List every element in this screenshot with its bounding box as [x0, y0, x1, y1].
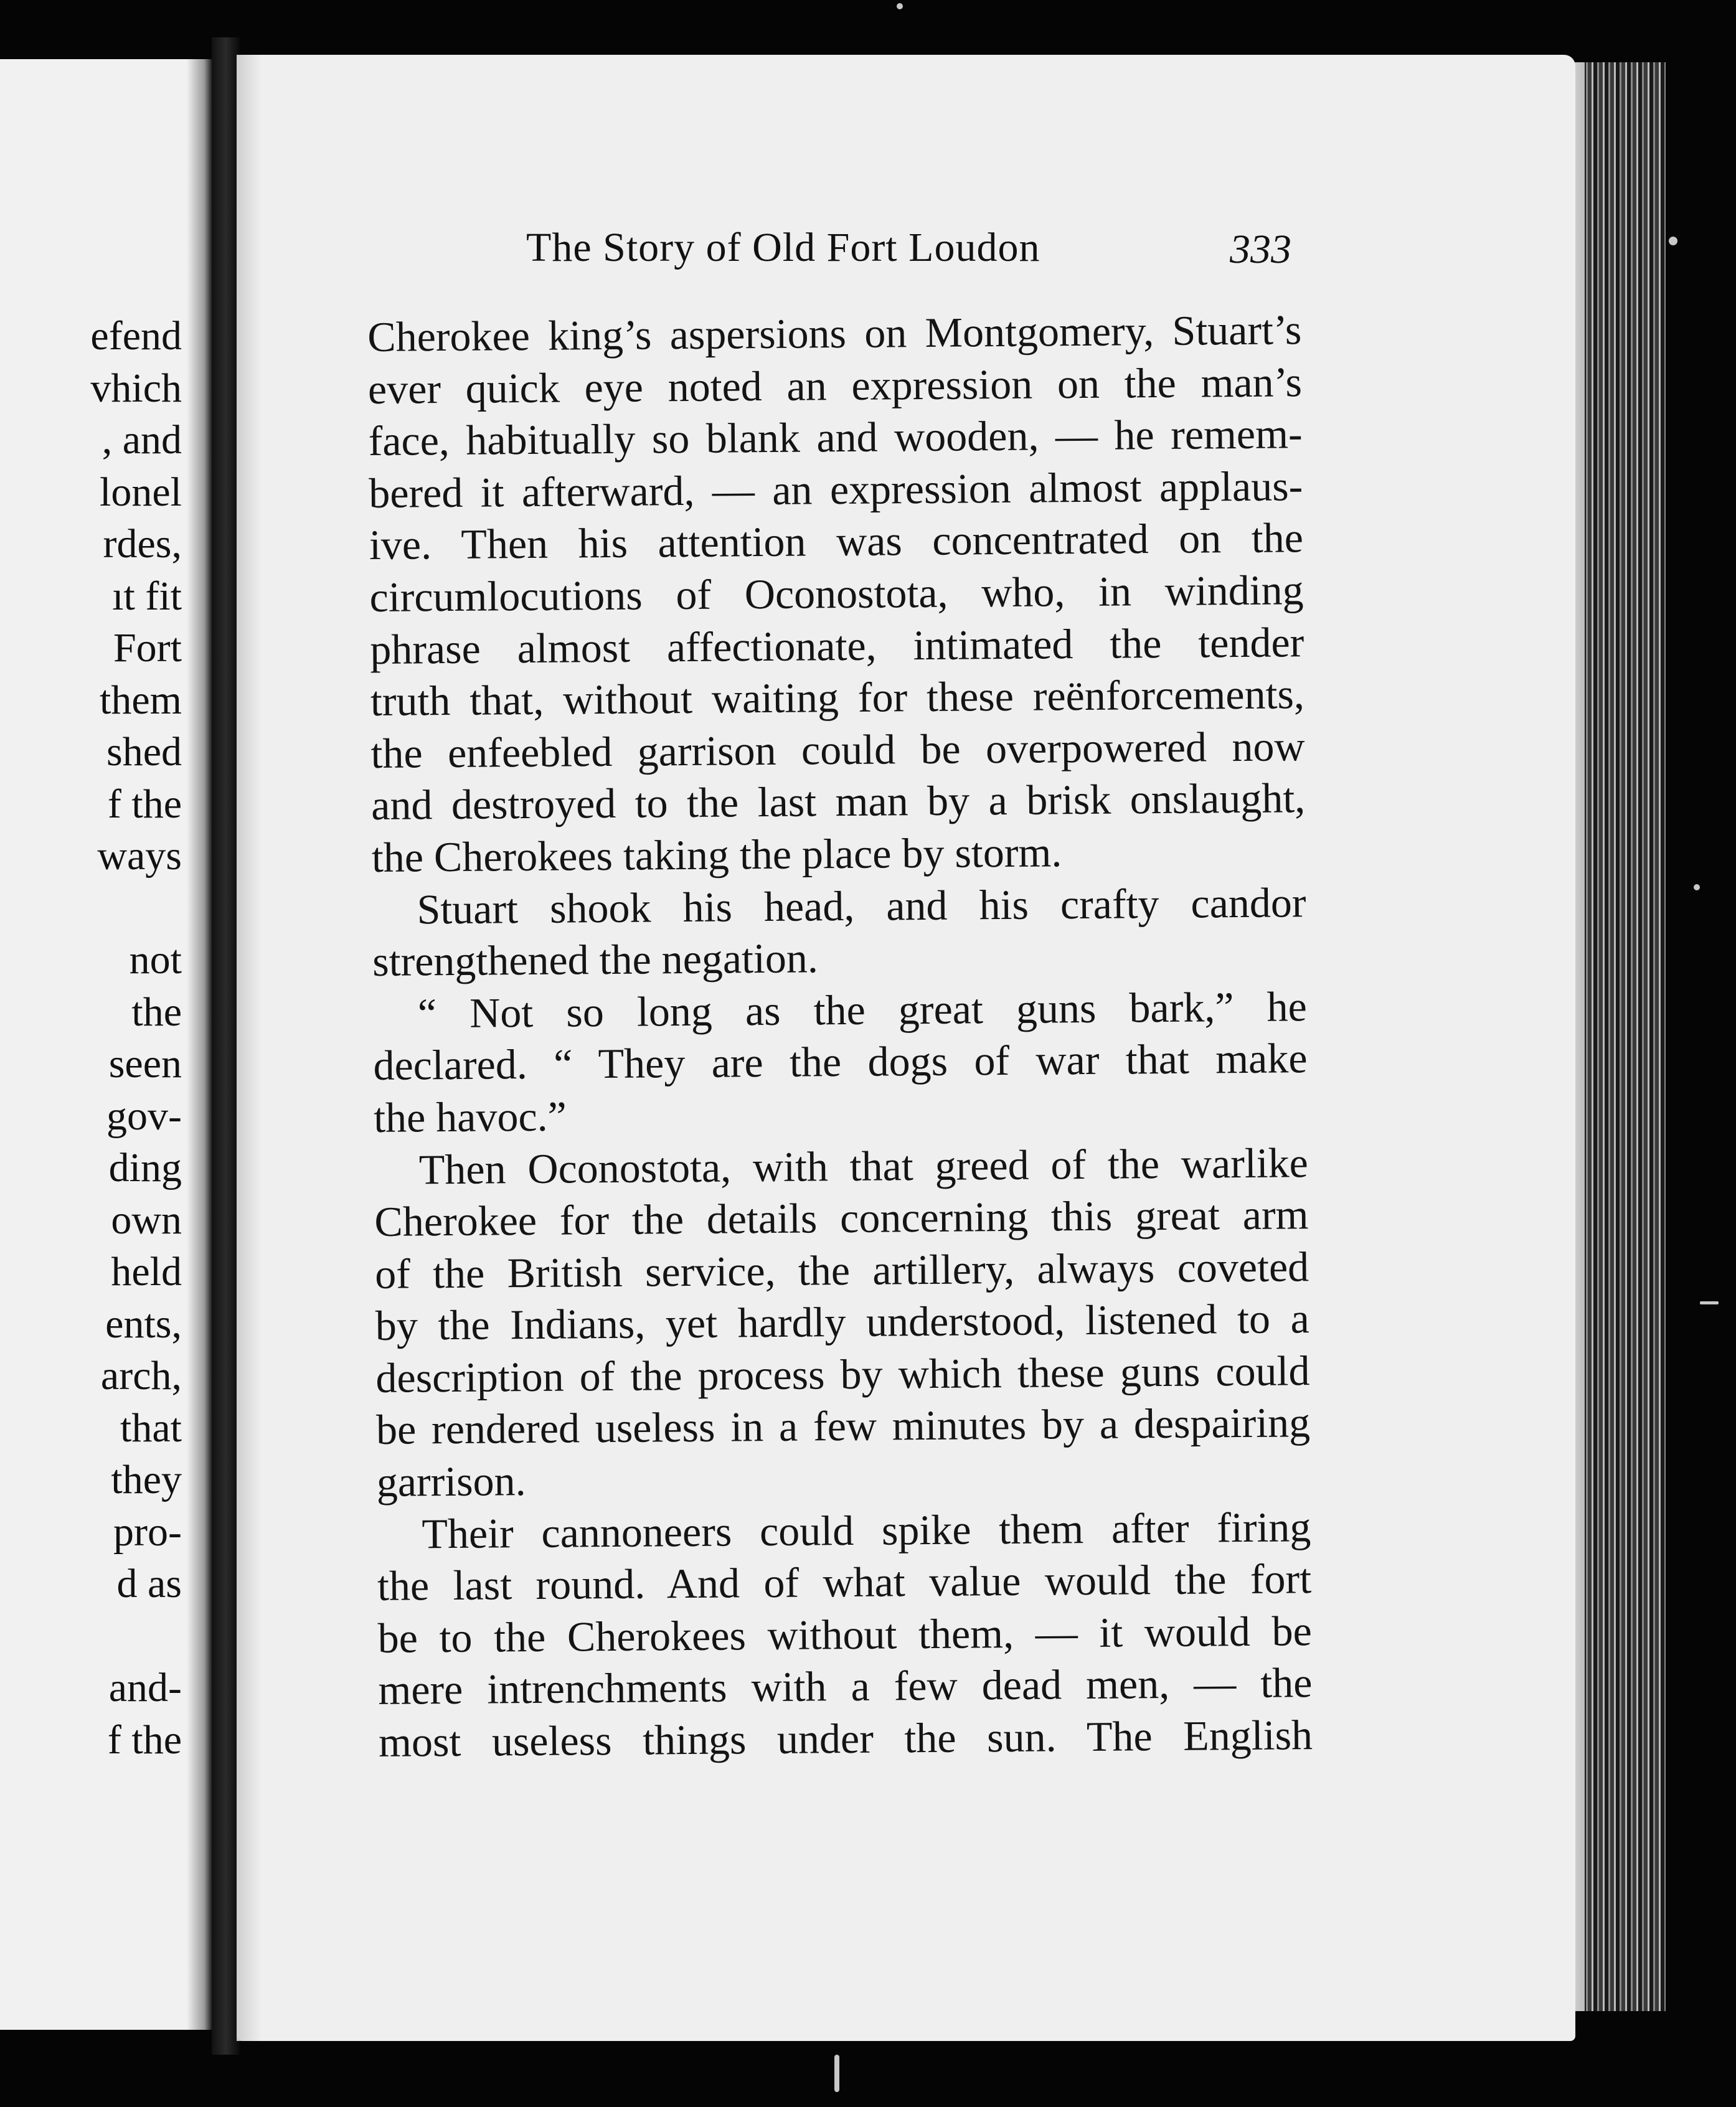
left-page-line: ıt fit [112, 573, 182, 619]
text-line: phrase almost affectionate, intimated the tender [369, 618, 1304, 673]
left-page-line: shed [106, 729, 182, 775]
page-gutter-shadow [237, 55, 262, 2041]
text-line: ever quick eye noted an expression on the man’s [367, 357, 1303, 413]
text-line: the last round. And of what value would the fort [377, 1555, 1312, 1610]
text-line: garrison. [376, 1457, 526, 1506]
text-line: description of the process by which these guns could [375, 1347, 1310, 1402]
left-page-line: lonel [100, 469, 182, 515]
dust-speck [834, 2055, 839, 2092]
text-line: of the British service, the artillery, always coveted [374, 1242, 1309, 1298]
left-page-line: own [111, 1197, 182, 1243]
left-page-line: ways [97, 833, 182, 879]
text-line: Cherokee for the details concerning this great arm [374, 1190, 1309, 1246]
text-line: ive. Then his attention was concentrated on the [369, 514, 1304, 569]
left-page-line: that [120, 1405, 182, 1451]
left-page-line: f the [107, 1717, 182, 1763]
text-line: the havoc.” [373, 1092, 567, 1141]
text-line: mere intrenchments with a few dead men, — the [378, 1659, 1313, 1714]
left-page-line: rdes, [103, 521, 182, 567]
text-line: be to the Cherokees without them, — it would be [377, 1606, 1312, 1662]
text-line: Cherokee king’s aspersions on Montgomery, Stuart’s [367, 306, 1302, 361]
left-page-line: they [111, 1457, 182, 1502]
text-line: by the Indians, yet hardly understood, listened to a [375, 1294, 1310, 1350]
dust-speck [897, 3, 903, 9]
left-gutter-shadow [187, 59, 212, 2030]
dust-speck [1694, 884, 1700, 890]
body-text [367, 304, 1313, 1768]
text-line: face, habitually so blank and wooden, — he remem- [368, 410, 1303, 465]
text-line: declared. “ They are the dogs of war that make [373, 1034, 1308, 1090]
text-line: strengthened the negation. [372, 934, 819, 986]
text-line: “ Not so long as the great guns bark,” he [417, 982, 1308, 1037]
left-page-line: efend [90, 313, 182, 359]
left-page-line: f the [107, 781, 182, 827]
left-page-line: pro- [113, 1509, 182, 1555]
dust-speck [1700, 1301, 1719, 1304]
text-line: be rendered useless in a few minutes by a despairing [375, 1398, 1311, 1454]
text-line: the enfeebled garrison could be overpowered now [370, 722, 1305, 777]
left-page-line: gov- [106, 1093, 182, 1139]
left-page-line: vhich [90, 365, 182, 411]
left-page-line: held [111, 1249, 182, 1294]
page-edge-stack [1560, 62, 1666, 2011]
left-page-line: not [129, 937, 182, 983]
text-line: Their cannoneers could spike them after firing [422, 1502, 1311, 1558]
text-line: the Cherokees taking the place by storm. [371, 828, 1062, 881]
left-page-line: arch, [100, 1353, 182, 1398]
text-line: truth that, without waiting for these reënforcements, [370, 670, 1305, 725]
left-page-line: ents, [105, 1301, 182, 1347]
left-page-line: d as [116, 1561, 182, 1606]
left-page-line: , and [101, 417, 182, 463]
left-page-line: the [131, 989, 182, 1035]
left-page-line: and- [108, 1665, 182, 1710]
left-page-line: Fort [113, 625, 182, 671]
text-line: and destroyed to the last man by a brisk onslaught, [370, 774, 1306, 829]
left-page-line: seen [108, 1041, 182, 1086]
text-line: circumlocutions of Oconostota, who, in winding [369, 566, 1304, 621]
text-line: bered it afterward, — an expression almost applaus- [368, 461, 1303, 517]
text-line: Stuart shook his head, and his crafty candor [417, 878, 1306, 933]
left-page-line: them [100, 677, 182, 723]
book-binding [212, 37, 240, 2055]
text-line: most useless things under the sun. The English [378, 1711, 1313, 1766]
left-page-fragment [0, 59, 212, 2030]
page-number: 333 [1230, 227, 1291, 272]
running-head: The Story of Old Fort Loudon [526, 225, 1040, 270]
dust-speck [1669, 237, 1677, 245]
left-page-line: ding [108, 1145, 182, 1190]
text-line: Then Oconostota, with that greed of the warlike [418, 1138, 1309, 1193]
